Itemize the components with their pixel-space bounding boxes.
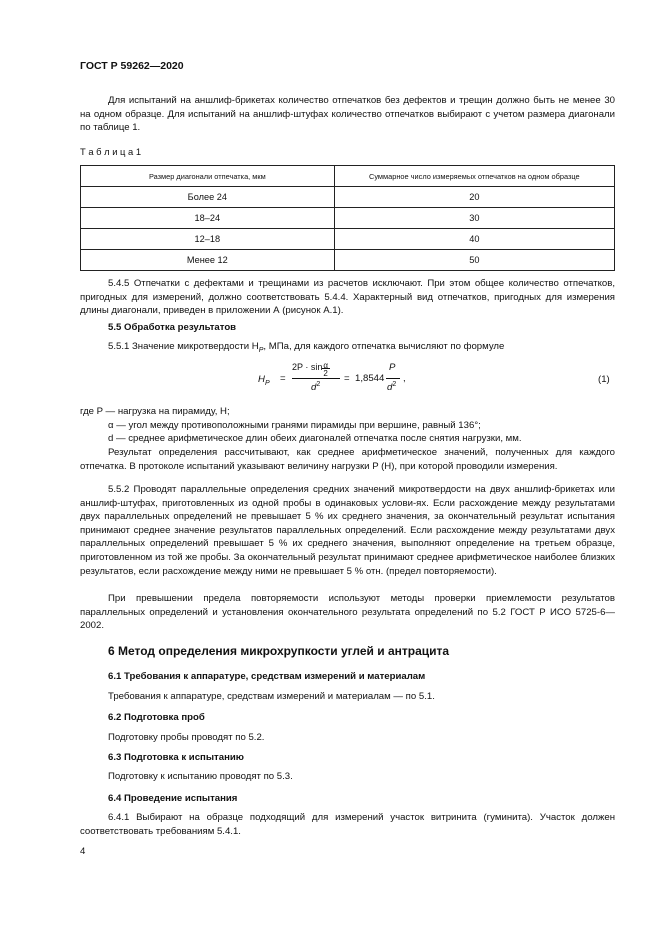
table-cell-size: Более 24: [81, 187, 335, 208]
table-cell-count: 30: [334, 208, 614, 229]
formula-denominator: $d^2$: [311, 381, 321, 394]
section-6-2-heading: 6.2 Подготовка проб: [108, 712, 205, 723]
table-cell-count: 40: [334, 229, 614, 250]
table-row: [81, 250, 615, 271]
table-header-row: [81, 166, 615, 187]
formula-microhardness: $H_P$ = 2P · sin $\frac{\alpha}{2}$ $d^2$ = 1,8544 P $d^2$ ,: [258, 361, 406, 394]
intro-paragraph: Для испытаний на аншлиф-брикетах количество отпечатков без дефектов и трещин должно быть не менее 30 на одном образце. Для испытаний на аншлиф-штуфах количество отпечатков выбирают с учетом размера диагонали по таблице 1.: [80, 95, 615, 134]
table-cell-count: 50: [334, 250, 614, 271]
page-number: 4: [80, 846, 86, 857]
formula-denominator-2: $d^2$: [387, 381, 397, 394]
table-cell-size: Менее 12: [81, 250, 335, 271]
section-6-heading: 6 Метод определения микрохрупкости углей и антрацита: [108, 644, 450, 658]
table-cell-count: 20: [334, 187, 614, 208]
definition-alpha: α — угол между противоположными гранями пирамиды при вершине, равный 136°;: [108, 419, 481, 431]
table-caption: Т а б л и ц а 1: [80, 146, 142, 157]
paragraph-5-5-2: 5.5.2 Проводят параллельные определения средних значений микротвердости на двух аншлиф-брикетах или аншлиф-штуфах, приготовленных из одной пробы в одинаковых услови-ях. Если расхождение между результатами двух параллельных определений не превышает 5 % их среднего значения, за окончательный результат испытания принимают среднее значение результатов параллельных определений. Если расхождение между результатами двух параллельных определений превышает 5 % их среднего значения, выполняют определение на третьем образце, приготовленном из той же пробы. За окончательный результат принимают среднее арифметическое наиболее близких результатов, если расхождение между ними не превышает 5 % отн. (предел повторяемости).: [80, 484, 615, 577]
section-6-3-heading: 6.3 Подготовка к испытанию: [108, 752, 244, 763]
paragraph-6-4-1: 6.4.1 Выбирают на образце подходящий для измерений участок витринита (гуминита). Участок должен соответствовать требованиям 5.4.1.: [80, 812, 615, 837]
section-6-4-heading: 6.4 Проведение испытания: [108, 793, 238, 804]
definitions: [80, 405, 615, 446]
section-5-5-heading: 5.5 Обработка результатов: [108, 322, 237, 333]
paragraph-repeatability: При превышении предела повторяемости используют методы проверки приемлемости результатов параллельных определений и установления окончательного результата определений по 5.2 ГОСТ Р ИСО 5725-6—2002.: [80, 593, 615, 632]
formula-coefficient: 1,8544: [355, 373, 385, 384]
table-cell-size: 18–24: [81, 208, 335, 229]
paragraph-6-2: Подготовку пробы проводят по 5.2.: [108, 732, 265, 743]
formula-lhs: $H_P$: [258, 374, 270, 387]
paragraph-6-3: Подготовку к испытанию проводят по 5.3.: [108, 771, 293, 782]
table-row: [81, 229, 615, 250]
paragraph-5-5-1: 5.5.1 Значение микротвердости $H_P$, МПа, для каждого отпечатка вычисляют по формуле: [108, 341, 505, 354]
equation-number: (1): [598, 374, 610, 385]
definition-p: где P — нагрузка на пирамиду, Н;: [80, 406, 230, 417]
definition-d: d — среднее арифметическое длин обеих диагоналей отпечатка после снятия нагрузки, мм.: [108, 433, 522, 445]
section-6-1-heading: 6.1 Требования к аппаратуре, средствам измерений и материалам: [108, 671, 426, 682]
table-header-count: Суммарное число измеряемых отпечатков на одном образце: [334, 166, 614, 187]
table-cell-size: 12–18: [81, 229, 335, 250]
table-row: [81, 208, 615, 229]
table-row: [81, 187, 615, 208]
formula-numerator-2: P: [389, 362, 396, 373]
diagonal-table: [80, 165, 615, 271]
paragraph-6-1: Требования к аппаратуре, средствам измерений и материалам — по 5.1.: [108, 691, 435, 702]
paragraph-result: Результат определения рассчитывают, как среднее арифметическое значений, полученных для каждого отпечатка. В протоколе испытаний указывают величину нагрузки P (Н), при которой проводили измерения.: [80, 447, 615, 472]
table-header-size: Размер диагонали отпечатка, мкм: [81, 166, 335, 187]
formula-numerator: 2P · sin $\frac{\alpha}{2}$: [292, 362, 331, 372]
document-header: ГОСТ Р 59262—2020: [80, 60, 184, 72]
paragraph-5-4-5: 5.4.5 Отпечатки с дефектами и трещинами из расчетов исключают. При этом общее количество отпечатков, пригодных для измерений, должно соответствовать 5.4.4. Характерный вид отпечатков, пригодных для измерения длины диагонали, приведен в приложении А (рисунок А.1).: [80, 278, 615, 317]
